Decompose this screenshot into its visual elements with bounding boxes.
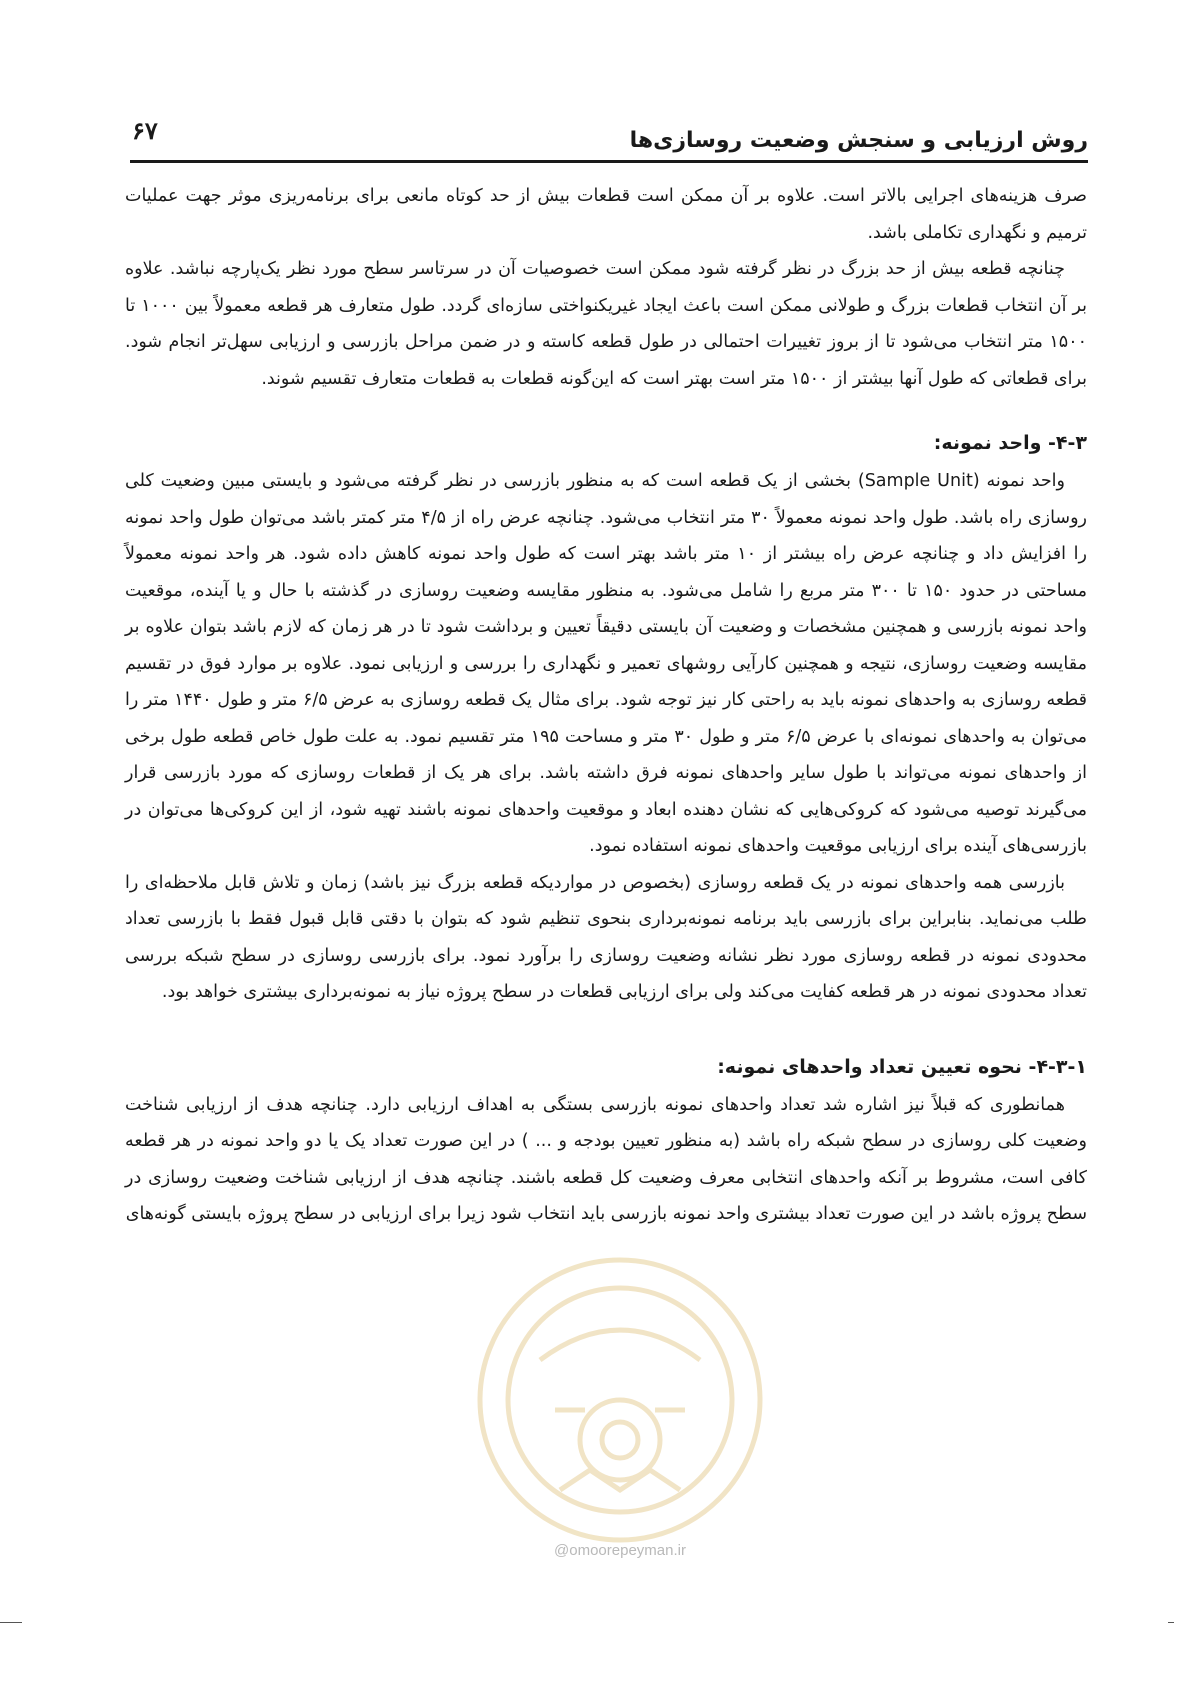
paragraph: همانطوری که قبلاً نیز اشاره شد تعداد واحدهای نمونه بازرسی بستگی به اهداف ارزیابی دارد. چنانچه هدف از ارزیابی شناخت وضعیت کلی روسازی در سطح شبکه راه باشد (به منظور تعیین بودجه و ... ) در این صورت تعداد یک یا دو واحد نمونه در هر قطعه کافی است، مشروط بر آنکه واحدهای انتخابی معرف وضعیت کل قطعه باشند. چنانچه هدف از ارزیابی شناخت وضعیت روسازی در سطح پروژه باشد در این صورت تعداد بیشتری واحد نمونه بازرسی باید انتخاب شود زیرا برای ارزیابی در سطح پروژه بایستی گونه‌های [125, 1094, 1087, 1224]
page-header [130, 108, 1088, 158]
edge-mark [1168, 1622, 1174, 1623]
paragraph: واحد نمونه (Sample Unit) بخشی از یک قطعه است که به منظور بازرسی در نظر گرفته می‌شود و بایستی مبین وضعیت کلی روسازی راه باشد. طول واحد نمونه معمولاً ۳۰ متر انتخاب می‌شود. چنانچه عرض راه از ۴/۵ متر کمتر باشد می‌توان طول واحد نمونه را افزایش داد و چنانچه عرض راه بیشتر از ۱۰ متر باشد بهتر است که طول واحد نمونه کاهش داده شود. هر واحد نمونه معمولاً مساحتی در حدود ۱۵۰ تا ۳۰۰ متر مربع را شامل می‌شود. به منظور مقایسه وضعیت روسازی در گذشته با حال و یا آینده، موقعیت واحد نمونه بازرسی و همچنین مشخصات و وضعیت آن بایستی دقیقاً تعیین و برداشت شود تا در هر زمان که لازم باشد بتوان علاوه بر مقایسه وضعیت روسازی، نتیجه و همچنین کارآیی روشهای تعمیر و نگهداری را بررسی و ارزیابی نمود. علاوه بر موارد فوق در تقسیم قطعه روسازی به واحدهای نمونه باید به راحتی کار نیز توجه شود. برای مثال یک قطعه روسازی به عرض ۶/۵ متر و طول ۱۴۴۰ متر را می‌توان به واحدهای نمونه‌ای با عرض ۶/۵ متر و طول ۳۰ متر و مساحت ۱۹۵ متر تقسیم نمود. به علت طول خاص قطعه طول برخی از واحدهای نمونه می‌تواند با طول سایر واحدهای نمونه فرق داشته باشد. برای هر یک از قطعات روسازی که مورد بازرسی قرار می‌گیرند توصیه می‌شود که کروکی‌هایی که نشان دهنده ابعاد و موقعیت واحدهای نمونه باشند تهیه شود، از این کروکی‌ها می‌توان در بازرسی‌های آینده برای ارزیابی موقعیت واحدهای نمونه استفاده نمود. [125, 471, 1088, 856]
edge-mark [0, 1622, 22, 1623]
section-heading: ۴-۳- واحد نمونه: [933, 432, 1087, 454]
watermark-url: @omoorepeyman.ir [554, 1542, 686, 1559]
header-rule [130, 160, 1088, 163]
page-number: ۶۷ [132, 116, 158, 145]
paragraph: چنانچه قطعه بیش از حد بزرگ در نظر گرفته شود ممکن است خصوصیات آن در سرتاسر سطح مورد نظر یک‌پارچه نباشد. علاوه بر آن انتخاب قطعات بزرگ و طولانی ممکن است باعث ایجاد غیریکنواختی سازه‌ای گردد. طول متعارف هر قطعه معمولاً بین ۱۰۰۰ تا ۱۵۰۰ متر انتخاب می‌شود تا از بروز تغییرات احتمالی در طول قطعه کاسته و در ضمن مراحل بازرسی و ارزیابی سهل‌تر انجام شود. برای قطعاتی که طول آنها بیشتر از ۱۵۰۰ متر است بهتر است که این‌گونه قطعات به قطعات متعارف تقسیم شوند. [125, 259, 1088, 389]
paragraph: صرف هزینه‌های اجرایی بالاتر است. علاوه بر آن ممکن است قطعات بیش از حد کوتاه مانعی برای برنامه‌ریزی موثر جهت عملیات ترمیم و نگهداری تکاملی باشد. [125, 186, 1087, 243]
running-title: روش ارزیابی و سنجش وضعیت روسازی‌ها [629, 128, 1088, 153]
watermark-seal-icon [460, 1240, 780, 1560]
body-text [125, 178, 1087, 1233]
paragraph: بازرسی همه واحدهای نمونه در یک قطعه روسازی (بخصوص در مواردیکه قطعه بزرگ نیز باشد) زمان و تلاش قابل ملاحظه‌ای را طلب می‌نماید. بنابراین برای بازرسی باید برنامه نمونه‌برداری بنحوی تنظیم شود که بتوان با دقتی قابل قبول فقط با بازرسی تعداد محدودی نمونه در قطعه روسازی مورد نظر نشانه وضعیت روسازی را برآورد نمود. برای بازرسی روسازی در سطح شبکه بررسی تعداد محدودی نمونه در هر قطعه کفایت می‌کند ولی برای ارزیابی قطعات در سطح پروژه نیاز به نمونه‌برداری بیشتری خواهد بود. [125, 872, 1087, 1002]
subsection-heading: ۴-۳-۱- نحوه تعیین تعداد واحدهای نمونه: [717, 1055, 1087, 1078]
